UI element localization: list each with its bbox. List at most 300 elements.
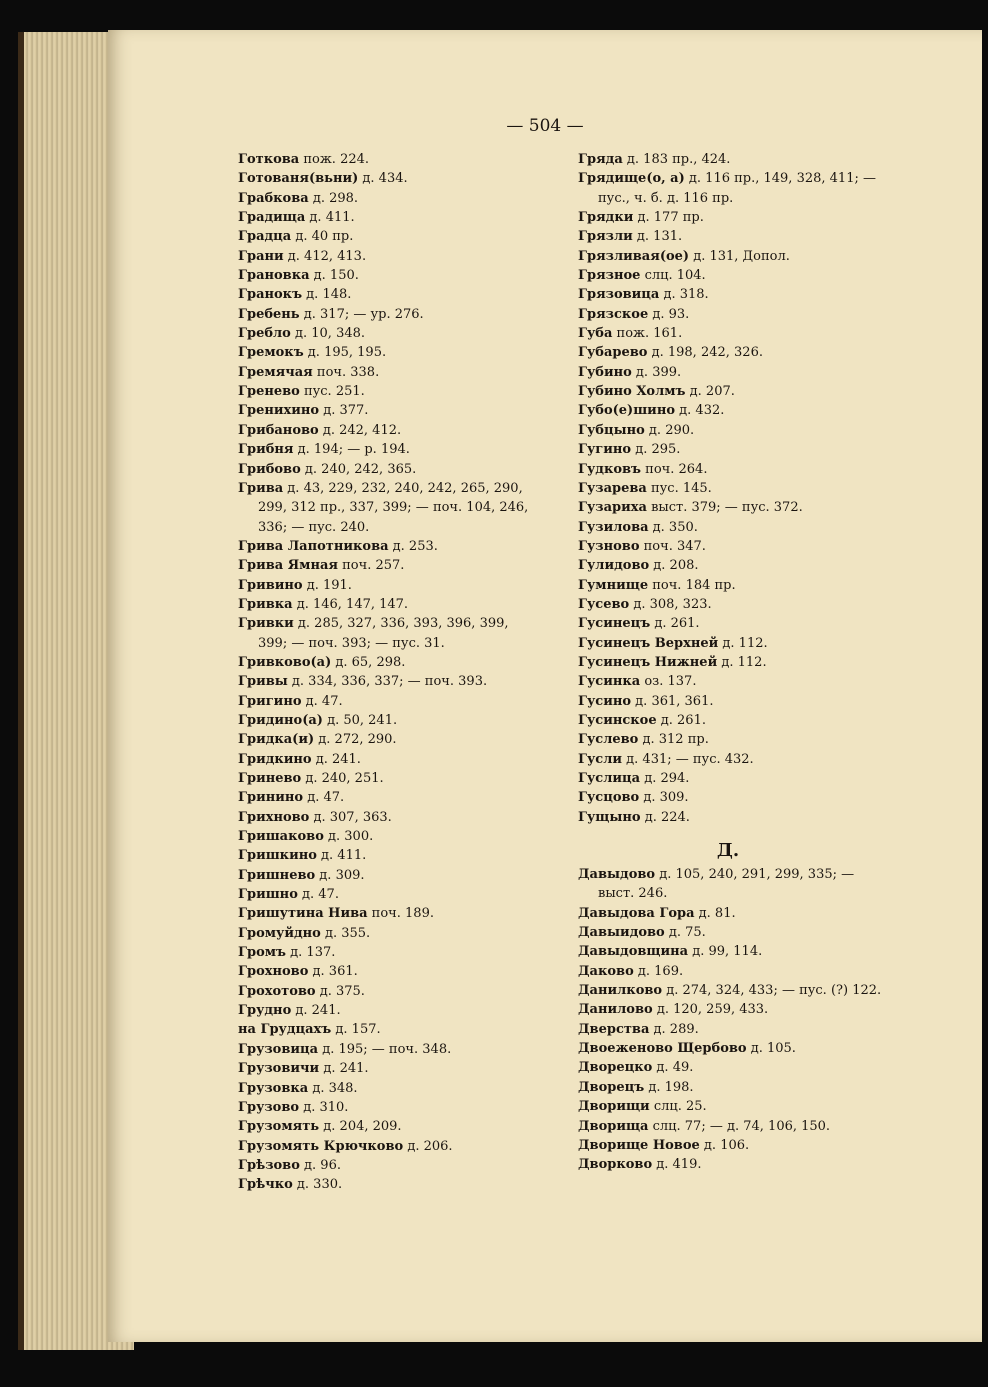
- index-entry: [238, 169, 558, 188]
- entry-headword: Гущыно: [578, 809, 641, 825]
- entry-references: поч. 189.: [367, 906, 434, 922]
- index-entry: [238, 982, 558, 1001]
- index-entry: [578, 363, 898, 382]
- entry-references: д. 40 пр.: [291, 229, 354, 245]
- entry-headword: Грѣчко: [238, 1177, 293, 1193]
- entry-references: пус. 145.: [646, 480, 712, 496]
- entry-references: д. 434.: [358, 171, 408, 187]
- entry-headword: Гусинецъ Нижней: [578, 654, 718, 670]
- index-entry: [578, 942, 898, 961]
- index-entry: [238, 595, 558, 614]
- entry-headword: Гусцово: [578, 790, 640, 806]
- entry-references: д. 177 пр.: [633, 210, 704, 226]
- index-entry: [578, 962, 898, 981]
- index-entry: [578, 634, 898, 653]
- entry-references: д. 146, 147, 147.: [292, 596, 409, 612]
- entry-headword: Давыдово: [578, 867, 656, 883]
- entry-references: д. 241.: [319, 1061, 369, 1077]
- entry-references: поч. 264.: [641, 461, 708, 477]
- index-entry: [578, 479, 898, 498]
- index-entry: [578, 1000, 898, 1019]
- index-entry: [578, 653, 898, 672]
- index-entry: [238, 1059, 558, 1078]
- entry-references: д. 116 пр., 149, 328, 411; —: [684, 171, 876, 187]
- entry-references: д. 412, 413.: [283, 248, 367, 264]
- index-entry: [238, 1079, 558, 1098]
- index-entry: [238, 1117, 558, 1136]
- entry-references: д. 272, 290.: [314, 732, 397, 748]
- entry-headword: Гренево: [238, 384, 300, 400]
- entry-headword: Гусинское: [578, 712, 657, 728]
- entry-headword: Гуслево: [578, 732, 639, 748]
- entry-references: д. 47.: [301, 693, 343, 709]
- entry-headword: Дворище Новое: [578, 1137, 700, 1153]
- index-entry: [238, 653, 558, 672]
- entry-headword: Гусинка: [578, 674, 641, 690]
- entry-headword: Гулидово: [578, 558, 650, 574]
- entry-references: д. 47.: [303, 790, 345, 806]
- entry-references: д. 310.: [299, 1099, 349, 1115]
- index-entry: [238, 556, 558, 575]
- index-entry: [578, 711, 898, 730]
- index-entry: [578, 1078, 898, 1097]
- index-entry: [238, 788, 558, 807]
- entry-references: д. 137.: [286, 945, 336, 961]
- entry-references: д. 241.: [291, 1003, 341, 1019]
- entry-references: д. 194; — р. 194.: [293, 442, 410, 458]
- entry-references: д. 112.: [718, 635, 768, 651]
- entry-references: д. 361.: [308, 964, 358, 980]
- index-entry: [238, 1001, 558, 1020]
- entry-references: поч. 347.: [639, 538, 706, 554]
- index-entry: [578, 518, 898, 537]
- entry-references: д. 312 пр.: [638, 732, 709, 748]
- index-entry: [238, 827, 558, 846]
- index-entry: [578, 343, 898, 362]
- entry-headword: Гугино: [578, 442, 632, 458]
- index-entry: [578, 169, 898, 188]
- entry-headword: Грохново: [238, 964, 309, 980]
- entry-headword: Грудно: [238, 1003, 292, 1019]
- entry-headword: Губо(е)шино: [578, 403, 676, 419]
- entry-headword: Гусево: [578, 596, 630, 612]
- entry-headword: Готкова: [238, 152, 300, 167]
- entry-headword: Дворища: [578, 1118, 649, 1134]
- page-number: — 504 —: [506, 116, 584, 136]
- entry-headword: Давыдовщина: [578, 944, 689, 960]
- index-entry: [238, 750, 558, 769]
- entry-headword: Григино: [238, 693, 302, 709]
- entry-headword: Гришнево: [238, 867, 316, 883]
- index-entry: [578, 904, 898, 923]
- index-entry: [238, 401, 558, 420]
- index-entry: [238, 730, 558, 749]
- entry-references: д. 198, 242, 326.: [647, 345, 763, 361]
- index-entry: [238, 1175, 558, 1194]
- entry-references: слц. 25.: [649, 1099, 707, 1115]
- entry-references: д. 432.: [675, 403, 725, 419]
- entry-references: д. 274, 324, 433; — пус. (?) 122.: [662, 983, 882, 999]
- entry-references: д. 355.: [320, 925, 371, 941]
- entry-headword: Градца: [238, 229, 292, 245]
- entry-headword: Гусинецъ: [578, 616, 651, 632]
- entry-references: д. 207.: [685, 384, 735, 400]
- entry-headword: Гряда: [578, 152, 623, 167]
- entry-headword: Грузомять: [238, 1119, 320, 1135]
- entry-references: д. 49.: [652, 1060, 694, 1076]
- entry-references: поч. 338.: [312, 364, 380, 380]
- index-entry: [578, 788, 898, 807]
- entry-headword: Гумнище: [578, 577, 649, 593]
- index-entry: [578, 285, 898, 304]
- entry-references: д. 348.: [308, 1080, 358, 1096]
- index-entry: [238, 208, 558, 227]
- entry-headword: Гремячая: [238, 364, 313, 380]
- section-letter-heading: Д.: [716, 840, 740, 862]
- entry-references: пус. 251.: [299, 384, 365, 400]
- index-entry: [238, 150, 558, 169]
- entry-references: д. 157.: [331, 1022, 381, 1038]
- entry-references: д. 289.: [649, 1021, 699, 1037]
- entry-headword: Грузовица: [238, 1041, 319, 1057]
- entry-references: д. 112.: [717, 654, 767, 670]
- index-entry: [578, 1117, 898, 1136]
- entry-references: д. 334, 336, 337; — поч. 393.: [287, 674, 488, 690]
- entry-headword: Гуслица: [578, 771, 641, 786]
- entry-headword: Грани: [238, 248, 284, 264]
- left-column: [238, 150, 558, 1195]
- index-entry: [238, 189, 558, 208]
- entry-references: д. 75.: [664, 925, 706, 941]
- index-entry: [578, 1020, 898, 1039]
- entry-references: д. 150.: [309, 268, 359, 284]
- index-entry-continuation: выст. 246.: [598, 886, 668, 902]
- index-entry: [578, 614, 898, 633]
- entry-references: д. 43, 229, 232, 240, 242, 265, 290,: [283, 480, 523, 496]
- entry-references: д. 285, 327, 336, 393, 396, 399,: [293, 616, 509, 632]
- entry-references: д. 241.: [311, 751, 361, 767]
- entry-headword: Дворково: [578, 1157, 653, 1173]
- entry-headword: Гридкино: [238, 751, 312, 767]
- entry-references: д. 242, 412.: [318, 422, 402, 438]
- entry-headword: Губарево: [578, 345, 648, 361]
- entry-references: д. 10, 348.: [290, 326, 366, 342]
- index-entry: [238, 479, 558, 498]
- entry-references: оз. 137.: [640, 674, 697, 690]
- index-entry: [238, 1137, 558, 1156]
- entry-headword: Грохотово: [238, 983, 316, 999]
- entry-references: д. 261.: [656, 712, 706, 728]
- entry-references: д. 308, 323.: [629, 596, 712, 612]
- entry-references: д. 204, 209.: [319, 1119, 402, 1135]
- entry-references: д. 411.: [305, 210, 355, 226]
- entry-headword: Грибня: [238, 442, 294, 458]
- entry-references: д. 224.: [640, 809, 690, 825]
- index-entry: [238, 460, 558, 479]
- index-entry-continuation: 336; — пус. 240.: [258, 519, 370, 535]
- entry-headword: Гривково(а): [238, 654, 332, 670]
- index-entry: [578, 692, 898, 711]
- entry-headword: Грузовка: [238, 1080, 309, 1096]
- entry-references: д. 96.: [299, 1157, 341, 1173]
- entry-references: д. 105.: [746, 1041, 796, 1057]
- entry-references: д. 106.: [699, 1137, 750, 1153]
- entry-headword: Гузново: [578, 538, 640, 554]
- entry-references: д. 411.: [316, 848, 367, 864]
- index-entry: [238, 1156, 558, 1175]
- entry-headword: Грузово: [238, 1099, 300, 1115]
- entry-headword: Гузилова: [578, 519, 649, 535]
- entry-references: слц. 104.: [640, 268, 706, 284]
- entry-references: д. 240, 242, 365.: [300, 461, 417, 477]
- index-entry: [238, 363, 558, 382]
- entry-headword: Давыдова Гора: [578, 905, 695, 921]
- index-entry: [578, 227, 898, 246]
- entry-references: д. 50, 241.: [322, 712, 398, 728]
- entry-references: д. 195, 195.: [303, 345, 387, 361]
- index-entry: [238, 904, 558, 923]
- index-entry: [238, 247, 558, 266]
- index-entry: [578, 440, 898, 459]
- entry-headword: Губино: [578, 364, 632, 380]
- entry-headword: Грива: [238, 480, 284, 496]
- entry-references: пож. 161.: [612, 326, 683, 342]
- entry-headword: Гусли: [578, 751, 623, 767]
- entry-headword: Грива Лапотникова: [238, 538, 389, 554]
- index-entry: [578, 1136, 898, 1155]
- entry-headword: Громъ: [238, 945, 287, 961]
- entry-headword: Гривино: [238, 577, 303, 593]
- entry-references: д. 47.: [297, 887, 339, 903]
- index-entry: [238, 576, 558, 595]
- entry-references: д. 169.: [633, 963, 684, 979]
- index-entry: [238, 382, 558, 401]
- entry-references: д. 298.: [308, 190, 359, 206]
- entry-references: д. 399.: [631, 364, 682, 380]
- index-entry: [578, 730, 898, 749]
- entry-headword: Гривка: [238, 596, 293, 612]
- index-entry: [578, 576, 898, 595]
- entry-headword: Грязли: [578, 229, 633, 245]
- index-entry: [238, 537, 558, 556]
- entry-headword: Гузариха: [578, 500, 647, 516]
- index-entry: [238, 943, 558, 962]
- entry-headword: Грабкова: [238, 190, 309, 206]
- index-entry: [578, 266, 898, 285]
- index-entry: [238, 1040, 558, 1059]
- index-entry: [238, 924, 558, 943]
- entry-headword: Громуйдно: [238, 925, 321, 941]
- index-entry: [238, 343, 558, 362]
- entry-headword: Грязовица: [578, 287, 660, 303]
- entry-references: д. 105, 240, 291, 299, 335; —: [655, 867, 855, 883]
- entry-headword: Губцыно: [578, 422, 645, 438]
- right-column: [578, 150, 898, 1175]
- entry-headword: Гришаково: [238, 829, 324, 845]
- index-entry: [578, 769, 898, 788]
- index-entry: [578, 460, 898, 479]
- index-entry-continuation: 299, 312 пр., 337, 399; — поч. 104, 246,: [258, 500, 529, 516]
- entry-headword: Гривки: [238, 616, 294, 632]
- entry-references: д. 309.: [639, 790, 689, 806]
- entry-references: слц. 77; — д. 74, 106, 150.: [648, 1118, 831, 1134]
- index-entry: [238, 614, 558, 633]
- index-entry: [578, 556, 898, 575]
- entry-references: д. 131, Допол.: [689, 248, 790, 264]
- entry-headword: Гринево: [238, 771, 302, 786]
- entry-headword: Данилово: [578, 1002, 653, 1018]
- index-entry: [238, 305, 558, 324]
- entry-references: д. 240, 251.: [301, 771, 384, 786]
- index-entry: [578, 382, 898, 401]
- index-entry: [578, 208, 898, 227]
- entry-references: д. 318.: [659, 287, 709, 303]
- index-entry: [578, 421, 898, 440]
- index-entry-continuation: пус., ч. б. д. 116 пр.: [598, 190, 734, 206]
- entry-headword: Губа: [578, 326, 613, 342]
- entry-headword: Грядище(о, а): [578, 171, 685, 187]
- index-entry: [238, 421, 558, 440]
- index-entry: [578, 981, 898, 1000]
- entry-references: д. 290.: [644, 422, 695, 438]
- entry-references: д. 191.: [302, 577, 352, 593]
- entry-headword: Даково: [578, 963, 634, 979]
- entry-references: д. 300.: [323, 829, 374, 845]
- entry-headword: Двоеженово Щербово: [578, 1041, 747, 1057]
- entry-headword: Грязное: [578, 268, 641, 284]
- index-entry: [578, 1155, 898, 1174]
- entry-references: д. 93.: [648, 306, 690, 322]
- entry-headword: Грива Ямная: [238, 558, 338, 574]
- index-entry: [238, 266, 558, 285]
- entry-headword: Градища: [238, 210, 306, 226]
- index-entry: [238, 711, 558, 730]
- entry-headword: Гусинецъ Верхней: [578, 635, 719, 651]
- index-entry: [238, 1020, 558, 1039]
- index-entry: [578, 923, 898, 942]
- entry-references: д. 419.: [652, 1157, 702, 1173]
- entry-references: д. 330.: [292, 1177, 343, 1193]
- entry-headword: Грядки: [578, 210, 634, 226]
- entry-headword: Гребло: [238, 326, 291, 342]
- index-entry: [238, 672, 558, 691]
- entry-references: поч. 257.: [338, 558, 405, 574]
- entry-headword: Грязливая(ое): [578, 248, 690, 264]
- entry-references: д. 307, 363.: [309, 809, 392, 825]
- index-entry: [238, 885, 558, 904]
- entry-headword: на Грудцахъ: [238, 1022, 332, 1038]
- entry-headword: Грузовичи: [238, 1061, 320, 1077]
- entry-references: д. 65, 298.: [331, 654, 406, 670]
- index-entry: [578, 750, 898, 769]
- entry-references: д. 295.: [631, 442, 681, 458]
- entry-references: д. 99, 114.: [688, 944, 763, 960]
- entry-headword: Дворищи: [578, 1099, 650, 1115]
- entry-references: д. 261.: [650, 616, 700, 632]
- entry-references: д. 208.: [649, 558, 699, 574]
- entry-headword: Грибово: [238, 461, 301, 477]
- entry-headword: Дверства: [578, 1021, 650, 1037]
- index-entry: [238, 1098, 558, 1117]
- entry-references: д. 361, 361.: [631, 693, 714, 709]
- index-entry: [578, 595, 898, 614]
- entry-headword: Дворецъ: [578, 1079, 645, 1095]
- index-entry: [578, 1097, 898, 1116]
- entry-references: д. 195; — поч. 348.: [318, 1041, 452, 1057]
- entry-headword: Гремокъ: [238, 345, 304, 361]
- index-entry: [578, 672, 898, 691]
- entry-references: д. 431; — пус. 432.: [622, 751, 754, 767]
- entry-headword: Гридино(а): [238, 712, 323, 728]
- index-entry-continuation: 399; — поч. 393; — пус. 31.: [258, 635, 445, 651]
- entry-headword: Гришутина Нива: [238, 906, 368, 922]
- index-entry: [578, 1039, 898, 1058]
- entry-references: д. 120, 259, 433.: [652, 1002, 769, 1018]
- book-page: [108, 30, 982, 1342]
- entry-headword: Гришкино: [238, 848, 317, 864]
- entry-headword: Готованя(вьни): [238, 171, 359, 187]
- index-entry: [238, 769, 558, 788]
- entry-references: д. 317; — ур. 276.: [299, 306, 424, 322]
- index-entry: [238, 846, 558, 865]
- entry-headword: Дворецко: [578, 1060, 653, 1076]
- entry-references: д. 294.: [640, 771, 690, 786]
- index-entry: [238, 866, 558, 885]
- entry-references: д. 375.: [315, 983, 365, 999]
- entry-headword: Гузарева: [578, 480, 647, 496]
- index-entry: [238, 285, 558, 304]
- index-entry: [238, 962, 558, 981]
- entry-headword: Грибаново: [238, 422, 319, 438]
- entry-references: д. 81.: [694, 905, 736, 921]
- entry-headword: Гребень: [238, 306, 300, 322]
- index-entry: [238, 808, 558, 827]
- index-entry: [578, 150, 898, 169]
- entry-references: д. 309.: [315, 867, 365, 883]
- entry-references: д. 198.: [644, 1079, 694, 1095]
- index-entry: [238, 324, 558, 343]
- entry-headword: Грѣзово: [238, 1157, 300, 1173]
- entry-headword: Гридка(и): [238, 732, 315, 748]
- index-entry: [578, 247, 898, 266]
- entry-headword: Гривы: [238, 674, 288, 690]
- entry-headword: Гусино: [578, 693, 632, 709]
- entry-headword: Гришно: [238, 887, 298, 903]
- entry-headword: Грановка: [238, 268, 310, 284]
- entry-headword: Данилково: [578, 983, 663, 999]
- entry-references: д. 183 пр., 424.: [622, 152, 731, 167]
- entry-headword: Гранокъ: [238, 287, 303, 303]
- index-entry: [238, 440, 558, 459]
- entry-references: д. 253.: [388, 538, 438, 554]
- index-entry: [578, 324, 898, 343]
- entry-references: поч. 184 пр.: [648, 577, 736, 593]
- entry-references: д. 206.: [403, 1138, 453, 1154]
- entry-references: пож. 224.: [299, 152, 370, 167]
- entry-headword: Гринино: [238, 790, 304, 806]
- entry-headword: Давыидово: [578, 925, 665, 941]
- index-entry: [578, 305, 898, 324]
- index-entry: [578, 865, 898, 884]
- index-entry: [578, 537, 898, 556]
- entry-references: выст. 379; — пус. 372.: [646, 500, 803, 516]
- index-entry: [238, 692, 558, 711]
- index-entry: [578, 401, 898, 420]
- entry-references: д. 350.: [648, 519, 698, 535]
- index-entry: [578, 808, 898, 827]
- index-entry: [238, 227, 558, 246]
- entry-headword: Грязское: [578, 306, 649, 322]
